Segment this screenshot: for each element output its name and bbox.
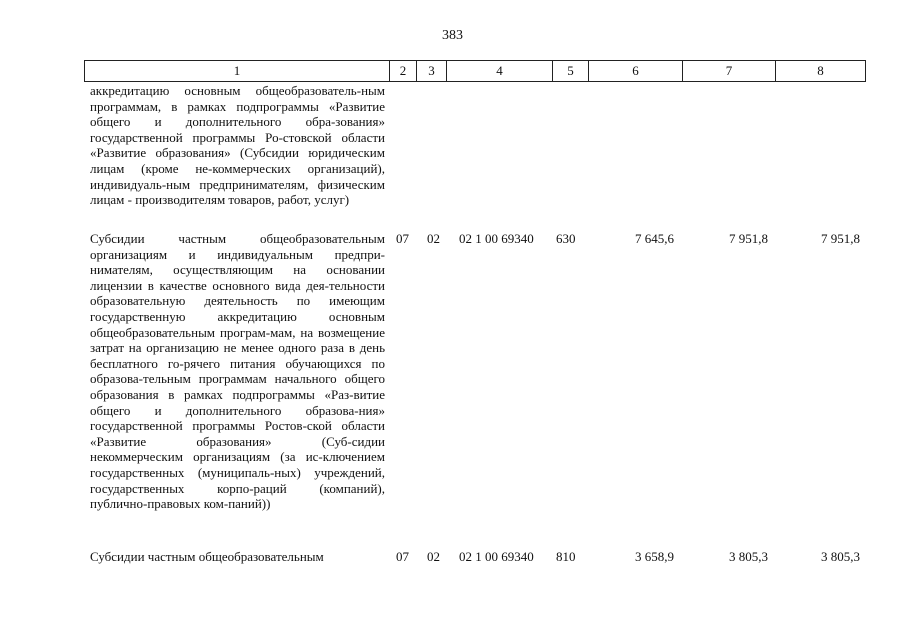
header-col-6: 6	[589, 61, 683, 81]
row-2-expense-type: 630	[556, 231, 576, 246]
row-3-amount-1: 3 658,9	[635, 549, 674, 564]
table-header	[84, 60, 866, 82]
header-col-7: 7	[683, 61, 776, 81]
row-3-expense-type: 810	[556, 549, 576, 564]
header-col-2: 2	[390, 61, 417, 81]
header-col-1: 1	[85, 61, 390, 81]
row-3-amount-2: 3 805,3	[729, 549, 768, 564]
row-3-description: Субсидии частным общеобразовательным	[90, 549, 324, 564]
row-2-description: Субсидии частным общеобразовательным организациям и индивидуальным предпри-нимателям, осуществляющим на основании лицензии в качестве основного вида дея-тельности образовательную деятельность по имеющим государственную аккредитацию основным общеобразовательным програм-мам, на возмещение затрат на организацию не менее одного раза в день бесплатного го-рячего питания обучающихся по образова-тельным программам начального общего образования в рамках подпрограммы «Раз-витие общего и дополнительного образова-ния» государственной программы Ростов-ской области «Развитие образования» (Суб-сидии некоммерческим организациям (за ис-ключением государственных (муниципаль-ных) учреждений, государственных корпо-раций (компаний), публично-правовых ком-паний))	[90, 231, 385, 512]
row-2-section: 07	[396, 231, 409, 246]
row-1-description: аккредитацию основным общеобразователь-ным программам, в рамках подпрограммы «Развитие общего и дополнительного обра-зования» государственной программы Ро-стовской области «Развитие образования» (Субсидии юридическим лицам (кроме не-коммерческих организаций), индивидуаль-ным предпринимателям, физическим лицам - производителям товаров, работ, услуг)	[90, 83, 385, 208]
row-3-amount-3: 3 805,3	[821, 549, 860, 564]
row-2-target-article: 02 1 00 69340	[459, 231, 534, 246]
header-col-8: 8	[776, 61, 866, 81]
row-3-subsection: 02	[427, 549, 440, 564]
row-3-target-article: 02 1 00 69340	[459, 549, 534, 564]
row-2-amount-3: 7 951,8	[821, 231, 860, 246]
header-col-3: 3	[417, 61, 447, 81]
header-col-4: 4	[447, 61, 553, 81]
row-2-subsection: 02	[427, 231, 440, 246]
page-number: 383	[442, 28, 463, 43]
row-3-section: 07	[396, 549, 409, 564]
header-col-5: 5	[553, 61, 589, 81]
row-2-amount-1: 7 645,6	[635, 231, 674, 246]
row-2-amount-2: 7 951,8	[729, 231, 768, 246]
